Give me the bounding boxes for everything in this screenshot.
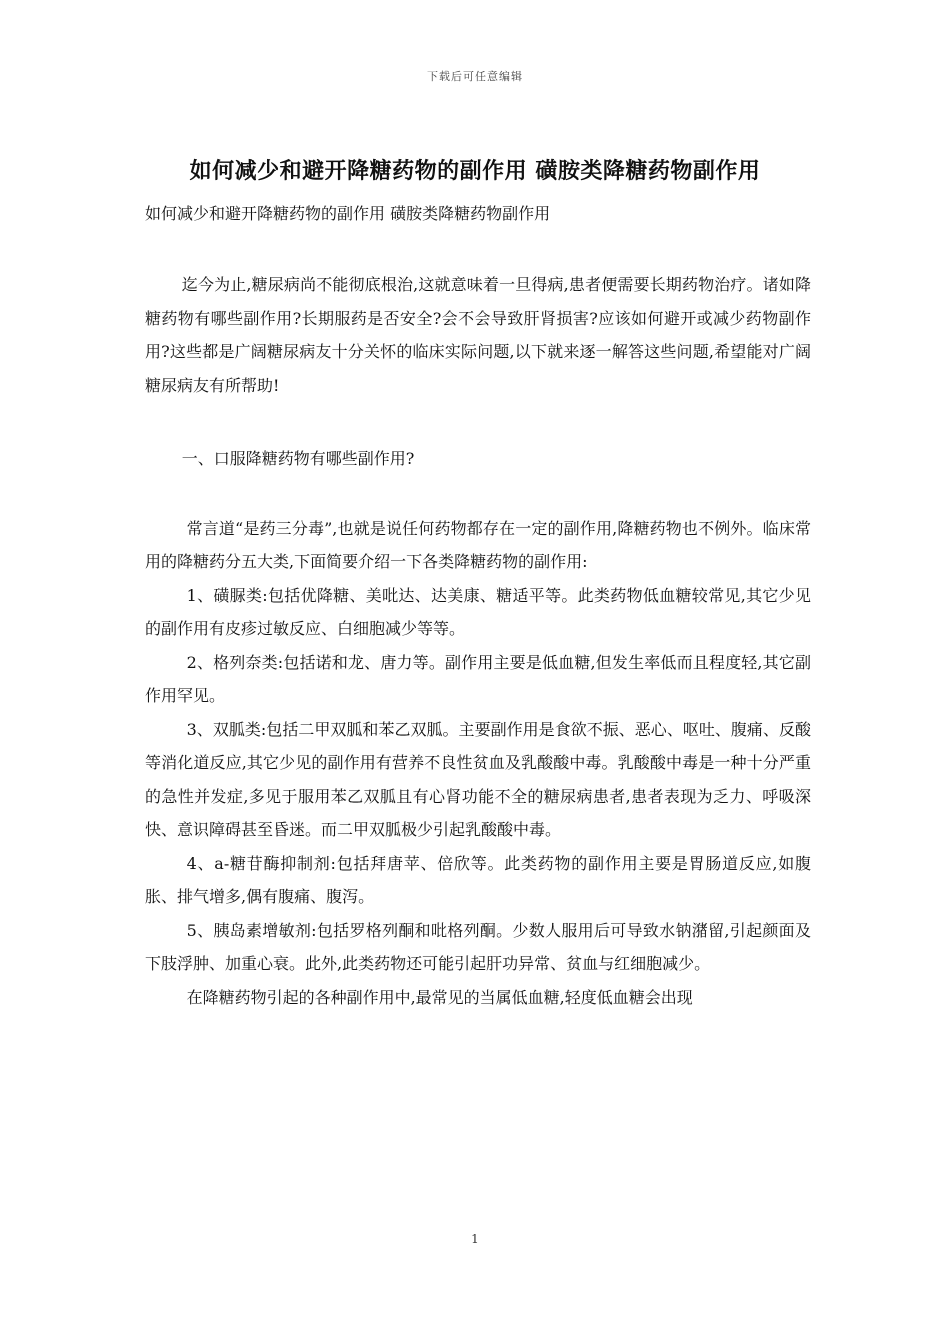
page-number: 1 [471, 1232, 479, 1246]
document-title: 如何减少和避开降糖药物的副作用 磺胺类降糖药物副作用 [189, 158, 761, 184]
list-item-glinide: 2、格列奈类:包括诺和龙、唐力等。副作用主要是低血糖,但发生率低而且程度轻,其它副作用罕见。 [145, 652, 811, 705]
closing-paragraph: 在降糖药物引起的各种副作用中,最常见的当属低血糖,轻度低血糖会出现 [186, 987, 693, 1007]
list-item-glucosidase-inhibitor: 4、a-糖苷酶抑制剂:包括拜唐苹、倍欣等。此类药物的副作用主要是胃肠道反应,如腹胀、排气增多,偶有腹痛、腹泻。 [145, 853, 811, 906]
section-1-intro: 常言道“是药三分毒”,也就是说任何药物都存在一定的副作用,降糖药物也不例外。临床常用的降糖药分五大类,下面简要介绍一下各类降糖药物的副作用: [145, 518, 811, 571]
list-item-insulin-sensitizer: 5、胰岛素增敏剂:包括罗格列酮和吡格列酮。少数人服用后可导致水钠潴留,引起颜面及下肢浮肿、加重心衰。此外,此类药物还可能引起肝功异常、贫血与红细胞减少。 [145, 920, 811, 973]
intro-paragraph: 迄今为止,糖尿病尚不能彻底根治,这就意味着一旦得病,患者便需要长期药物治疗。诸如降糖药物有哪些副作用?长期服药是否安全?会不会导致肝肾损害?应该如何避开或减少药物副作用?这些都是广阔糖尿病友十分关怀的临床实际问题,以下就来逐一解答这些问题,希望能对广阔糖尿病友有所帮助! [145, 275, 811, 395]
section-heading-1: 一、口服降糖药物有哪些副作用? [181, 449, 415, 468]
list-item-biguanide: 3、双胍类:包括二甲双胍和苯乙双胍。主要副作用是食欲不振、恶心、呕吐、腹痛、反酸等消化道反应,其它少见的副作用有营养不良性贫血及乳酸酸中毒。乳酸酸中毒是一种十分严重的急性并发症,多见于服用苯乙双胍且有心肾功能不全的糖尿病患者,患者表现为乏力、呼吸深快、意识障碍甚至昏迷。而二甲双胍极少引起乳酸酸中毒。 [145, 719, 811, 839]
document-body [145, 268, 811, 1014]
page-header-note: 下载后可任意编辑 [427, 70, 523, 83]
document-subtitle: 如何减少和避开降糖药物的副作用 磺胺类降糖药物副作用 [145, 204, 551, 223]
list-item-sulfonylurea: 1、磺脲类:包括优降糖、美吡达、达美康、糖适平等。此类药物低血糖较常见,其它少见的副作用有皮疹过敏反应、白细胞减少等等。 [145, 585, 811, 638]
